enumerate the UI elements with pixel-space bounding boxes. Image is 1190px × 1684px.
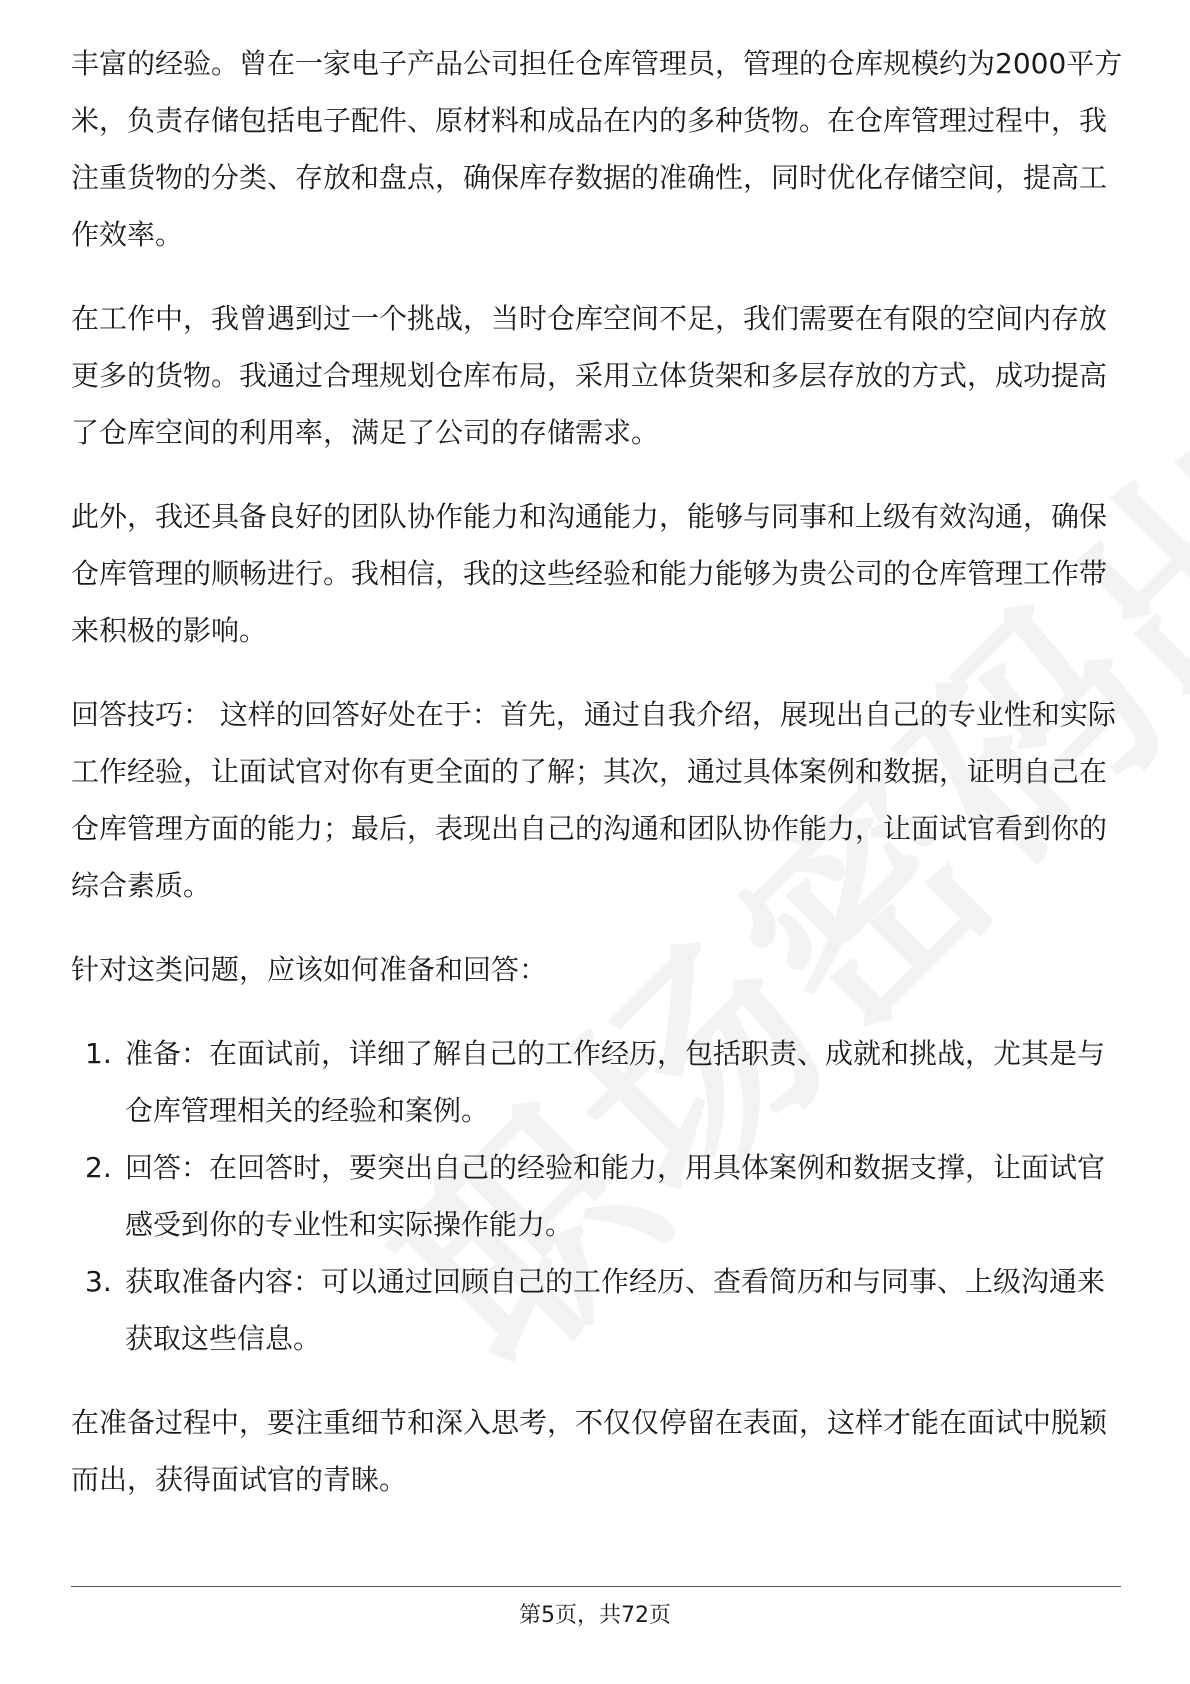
page-number: 第5页，共72页	[519, 1603, 671, 1628]
list-item-text: 回答：在回答时，要突出自己的经验和能力，用具体案例和数据支撑，让面试官感受到你的专业性和实际操作能力。	[125, 1151, 1106, 1241]
paragraph-challenge: 在工作中，我曾遇到过一个挑战，当时仓库空间不足，我们需要在有限的空间内存放更多的货物。我通过合理规划仓库布局，采用立体货架和多层存放的方式，成功提高了仓库空间的利用率，满足了公司的存储需求。	[71, 302, 1108, 449]
list-item-number: 3.	[85, 1265, 112, 1298]
list-item	[71, 1025, 1131, 1139]
list-item	[71, 1139, 1131, 1253]
document-body	[71, 35, 1131, 1535]
preparation-list	[71, 1025, 1131, 1367]
list-item-number: 2.	[85, 1151, 112, 1184]
paragraph-how-to-prepare: 针对这类问题，应该如何准备和回答：	[71, 953, 548, 986]
list-item-text: 获取准备内容：可以通过回顾自己的工作经历、查看简历和与同事、上级沟通来获取这些信息。	[125, 1265, 1106, 1355]
list-item-text: 准备：在面试前，详细了解自己的工作经历，包括职责、成就和挑战，尤其是与仓库管理相关的经验和案例。	[125, 1037, 1106, 1127]
paragraph-closing: 在准备过程中，要注重细节和深入思考，不仅仅停留在表面，这样才能在面试中脱颖而出，获得面试官的青睐。	[71, 1406, 1108, 1496]
list-item-number: 1.	[85, 1037, 112, 1070]
paragraph-answer-tips: 回答技巧： 这样的回答好处在于：首先，通过自我介绍，展现出自己的专业性和实际工作经验，让面试官对你有更全面的了解；其次，通过具体案例和数据，证明自己在仓库管理方面的能力；最后，表现出自己的沟通和团队协作能力，让面试官看到你的综合素质。	[71, 698, 1116, 902]
footer-divider	[71, 1586, 1121, 1587]
paragraph-teamwork: 此外，我还具备良好的团队协作能力和沟通能力，能够与同事和上级有效沟通，确保仓库管理的顺畅进行。我相信，我的这些经验和能力能够为贵公司的仓库管理工作带来积极的影响。	[71, 500, 1108, 647]
paragraph-experience: 丰富的经验。曾在一家电子产品公司担任仓库管理员，管理的仓库规模约为2000平方米，负责存储包括电子配件、原材料和成品在内的多种货物。在仓库管理过程中，我注重货物的分类、存放和盘点，确保库存数据的准确性，同时优化存储空间，提高工作效率。	[71, 47, 1123, 251]
list-item	[71, 1253, 1131, 1367]
